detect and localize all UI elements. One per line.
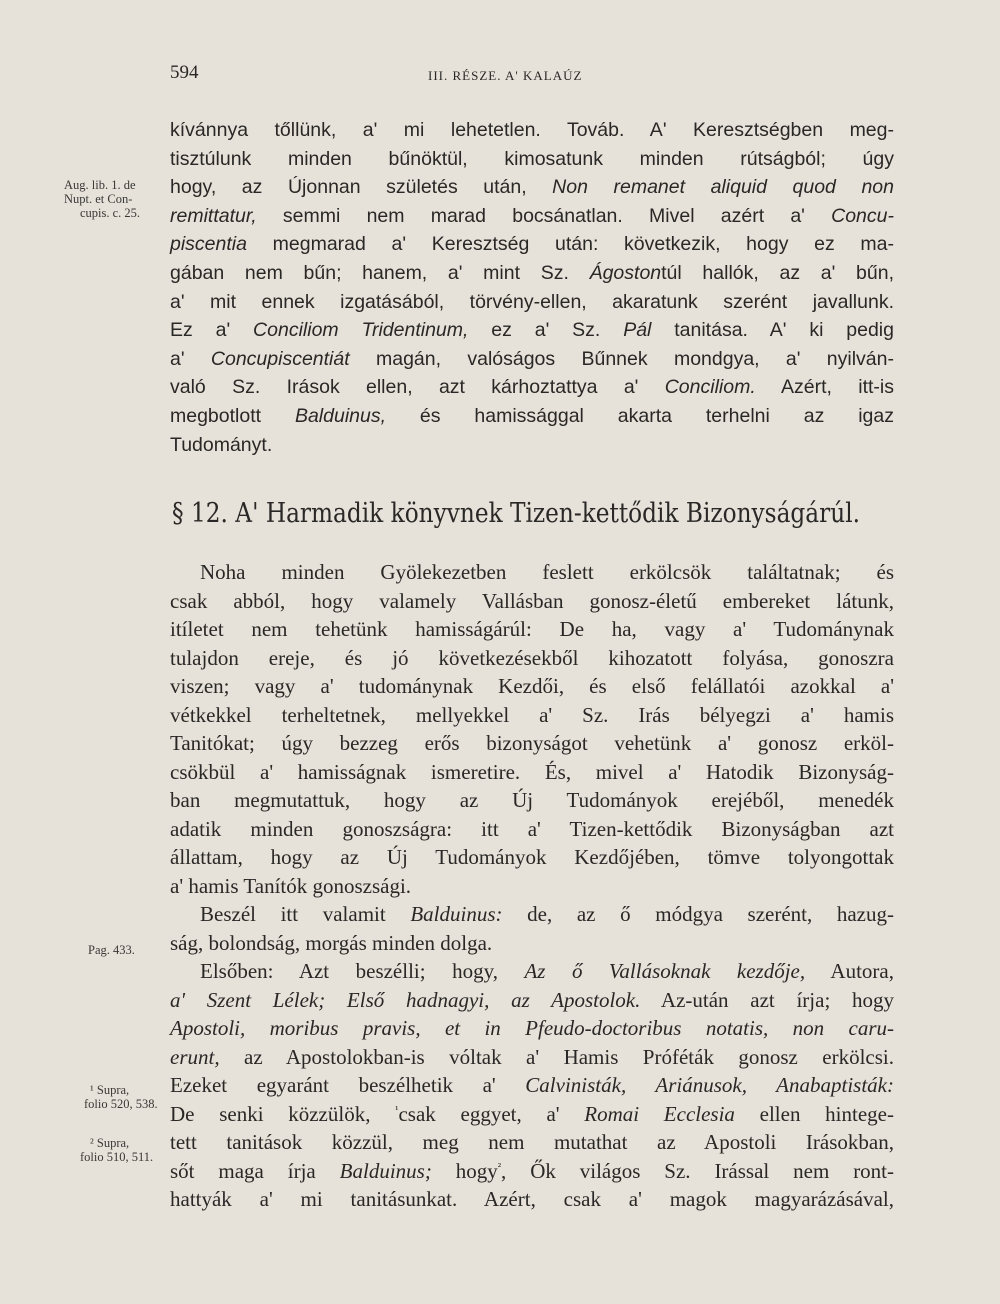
- text-line: [170, 288, 894, 317]
- text-line: [170, 644, 894, 673]
- text-line: tisztúlunk minden bűnöktül, kimosatunk minden rútságból; úgy: [170, 147, 894, 170]
- text-line: [170, 259, 894, 288]
- italic-text: a' Szent Lélek; Első hadnagyi, az Apostolok.: [170, 987, 641, 1012]
- text-line: [170, 815, 894, 844]
- text-line: [170, 929, 894, 958]
- text-line: [170, 173, 894, 202]
- text-line: [170, 786, 894, 815]
- text-line: [170, 1128, 894, 1157]
- text-segment: Tanitókat; úgy bezzeg erős bizonyságot vehetünk a' gonosz erköl-: [170, 731, 894, 755]
- text-segment: ez a' Sz.: [468, 319, 624, 342]
- italic-text: Ágoston: [589, 261, 662, 284]
- page-number: 594: [170, 62, 199, 83]
- text-segment: állattam, hogy az Új Tudományok Kezdőjében, tömve tolyongottak: [170, 845, 894, 869]
- italic-text: Balduinus;: [339, 1158, 432, 1183]
- paragraph-continuation-rest: [170, 173, 894, 459]
- text-line: [170, 1100, 894, 1129]
- text-line: [170, 316, 894, 345]
- text-line: [170, 1043, 894, 1072]
- text-segment: megbotlott: [170, 404, 295, 427]
- text-line: [170, 230, 894, 259]
- footnote-mark: ²: [497, 1160, 502, 1173]
- text-line: [170, 345, 894, 374]
- margin-note-page: Pag. 433.: [88, 943, 135, 957]
- text-line: [170, 957, 894, 986]
- text-segment: Ez a': [170, 319, 254, 342]
- margin-note-2: ² Supra, folio 510, 511.: [80, 1136, 154, 1164]
- paragraph-continuation: [170, 116, 894, 459]
- text-segment: és hamissággal akarta terhelni az igaz: [386, 404, 894, 427]
- text-line: [170, 431, 894, 460]
- text-segment: hogy: [431, 1158, 498, 1183]
- italic-text: erunt,: [170, 1044, 220, 1069]
- text-segment: vétkekkel terheltetnek, mellyekkel a' Sz. Irás bélyegzi a' hamis: [170, 702, 894, 727]
- text-segment: csak abból, hogy valamely Vallásban gonosz-életű embereket látunk,: [170, 588, 894, 613]
- text-segment: a' hamis Tanítók gonoszsági.: [170, 873, 412, 898]
- text-segment: Noha minden Gyölekezetben feslett erkölcsök találtatnak; és: [200, 560, 894, 584]
- text-segment: adatik minden gonoszságra: itt a' Tizen-kettődik Bizonyságban azt: [170, 816, 894, 841]
- italic-text: piscentia: [170, 233, 247, 256]
- text-segment: tett tanitások közzül, meg nem mutathat az Apostoli Irásokban,: [170, 1130, 894, 1154]
- text-segment: túl hallók, az a' bűn,: [661, 261, 894, 284]
- text-line: [170, 758, 894, 787]
- italic-text: remittatur,: [170, 204, 257, 227]
- text-segment: hattyák a' mi tanitásunkat. Azért, csak a' magok magyarázásával,: [170, 1187, 894, 1211]
- text-segment: való Sz. Irások ellen, azt kárhoztattya a': [170, 376, 665, 399]
- text-segment: hogy, az Újonnan születés után,: [170, 176, 553, 199]
- italic-text: Balduinus:: [410, 902, 503, 926]
- italic-text: Balduinus,: [294, 404, 387, 427]
- text-segment: tanitása. A' ki pedig: [651, 319, 894, 342]
- section-title: § 12. A' Harmadik könyvnek Tizen-kettődik Bizonyságárúl.: [172, 498, 861, 529]
- text-segment: , Ők világos Sz. Irással nem ront-: [501, 1158, 895, 1183]
- text-line: [170, 1157, 894, 1186]
- text-segment: Beszél itt valamit: [200, 902, 411, 926]
- text-line: [170, 843, 894, 872]
- footnote-mark: ¹: [395, 1103, 399, 1116]
- text-line: [170, 1071, 894, 1100]
- section-body: [170, 558, 894, 1214]
- text-line: [170, 1014, 894, 1043]
- text-segment: megmarad a' Keresztség után: következik, hogy ez ma-: [246, 233, 894, 256]
- text-segment: Tudományt.: [170, 433, 273, 456]
- text-segment: csak eggyet, a': [398, 1101, 585, 1126]
- text-segment: a' mit ennek izgatásából, törvény-ellen, akaratunk szerént javallunk.: [170, 290, 894, 313]
- italic-text: Romai Ecclesia: [584, 1101, 735, 1126]
- text-line: [170, 1185, 894, 1214]
- italic-text: Conciliom.: [664, 376, 756, 399]
- text-segment: ban megmutattuk, hogy az Új Tudományok erejéből, menedék: [170, 788, 894, 812]
- text-segment: az Apostolokban-is vóltak a' Hamis Próféták gonosz erkölcsi.: [219, 1044, 894, 1069]
- italic-text: Calvinisták, Ariánusok, Anabaptisták:: [525, 1073, 894, 1097]
- text-segment: viszen; vagy a' tudománynak Kezdői, és első felállatói azokkal a': [170, 674, 894, 698]
- text-segment: Azért, itt-is: [755, 376, 894, 399]
- text-line: [170, 986, 894, 1015]
- text-segment: tulajdon ereje, és jó következésekből kihozatott folyása, gonoszra: [170, 645, 894, 670]
- text-segment: De senki közzülök,: [170, 1101, 396, 1126]
- text-line: [170, 872, 894, 901]
- text-segment: sőt maga írja: [170, 1158, 340, 1183]
- text-segment: csökbül a' hamisságnak ismeretire. És, mivel a' Hatodik Bizonyság-: [170, 759, 894, 784]
- text-segment: Autora,: [805, 959, 894, 983]
- text-line: [170, 402, 894, 431]
- text-line: [170, 615, 894, 644]
- text-segment: Ezeket egyaránt beszélhetik a': [170, 1073, 526, 1097]
- page-header: [170, 62, 890, 92]
- text-line: kívánnya tőllünk, a' mi lehetetlen. Továb. A' Keresztségben meg-: [170, 119, 894, 141]
- text-segment: ellen hintege-: [734, 1101, 894, 1126]
- text-line: [170, 202, 894, 231]
- running-title: III. RÉSZE. A' KALAÚZ: [428, 68, 583, 83]
- text-line: [170, 587, 894, 616]
- italic-text: Concupiscentiát: [210, 347, 350, 370]
- text-segment: semmi nem marad bocsánatlan. Mivel azért a': [256, 204, 832, 227]
- text-line: [170, 672, 894, 701]
- text-segment: itíletet nem tehetünk hamisságárúl: De ha, vagy a' Tudománynak: [170, 617, 894, 641]
- italic-text: Apostoli, moribus pravis, et in Pfeudo-doctoribus notatis, non caru-: [170, 1016, 894, 1040]
- text-segment: de, az ő módgya szerént, hazug-: [502, 902, 894, 926]
- text-segment: Az-után azt írja; hogy: [640, 987, 894, 1012]
- text-line: [170, 729, 894, 758]
- italic-text: Concu-: [831, 204, 894, 227]
- text-segment: magán, valóságos Bűnnek mondgya, a' nyilván-: [349, 347, 894, 370]
- text-segment: Elsőben: Azt beszélli; hogy,: [200, 959, 525, 983]
- margin-note-1: ¹ Supra, folio 520, 538.: [84, 1083, 158, 1111]
- text-segment: ság, bolondság, morgás minden dolga.: [170, 930, 493, 955]
- text-segment: a': [170, 347, 211, 370]
- italic-text: Conciliom Tridentinum,: [253, 319, 469, 342]
- text-line: [170, 558, 894, 587]
- text-line: [170, 900, 894, 929]
- text-segment: gában nem bűn; hanem, a' mint Sz.: [170, 261, 590, 284]
- margin-note-augustine: Aug. lib. 1. de Nupt. et Con- cupis. c. 25.: [64, 178, 141, 220]
- italic-text: Az ő Vallásoknak kezdője,: [524, 959, 806, 983]
- text-line: [170, 373, 894, 402]
- italic-text: Non remanet aliquid quod non: [552, 176, 894, 199]
- text-line: [170, 701, 894, 730]
- italic-text: Pál: [623, 319, 652, 342]
